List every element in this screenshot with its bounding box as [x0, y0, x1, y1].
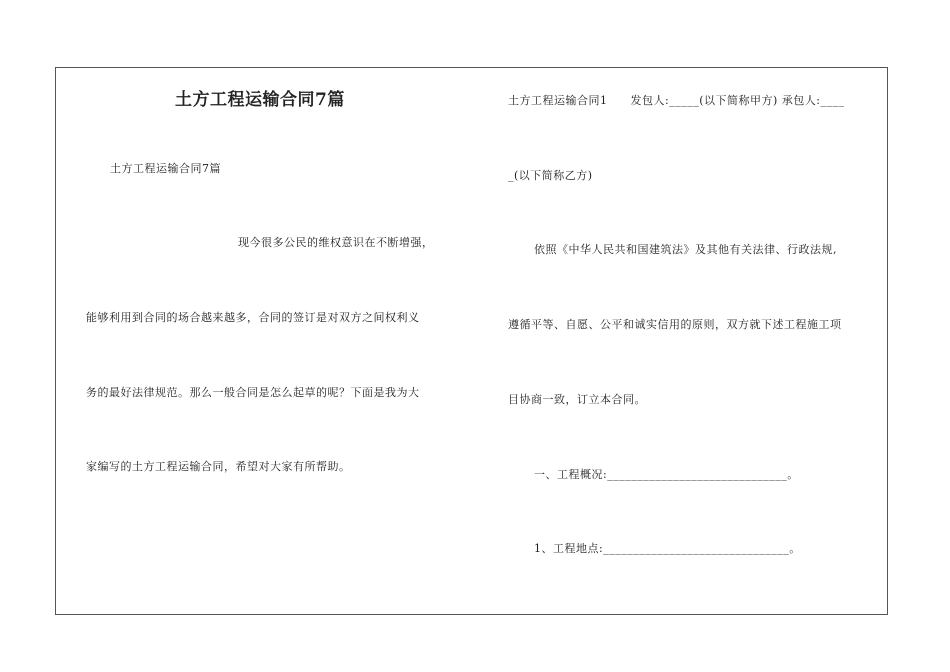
contract-heading-line: 土方工程运输合同1 发包人:_____(以下简称甲方) 承包人:____ — [508, 94, 845, 107]
contract-line: _(以下简称乙方) — [508, 169, 593, 182]
document-frame — [55, 67, 888, 615]
contract-line: 目协商一致，订立本合同。 — [508, 393, 646, 406]
document-subtitle: 土方工程运输合同7篇 — [110, 162, 221, 175]
paragraph-line: 务的最好法律规范。那么一般合同是怎么起草的呢？下面是我为大 — [86, 386, 420, 399]
contract-section-heading: 一、工程概况:______________________________。 — [534, 468, 799, 481]
contract-line: 依照《中华人民共和国建筑法》及其他有关法律、行政法规, — [534, 243, 837, 256]
document-title: 土方工程运输合同7篇 — [175, 90, 345, 110]
contract-line: 遵循平等、自愿、公平和诚实信用的原则，双方就下述工程施工项 — [508, 318, 842, 331]
paragraph-line: 能够利用到合同的场合越来越多，合同的签订是对双方之间权利义 — [86, 311, 420, 324]
paragraph-line: 现今很多公民的维权意识在不断增强， — [238, 236, 434, 249]
paragraph-line: 家编写的土方工程运输合同，希望对大家有所帮助。 — [86, 460, 351, 473]
contract-item: 1、工程地点:_______________________________。 — [534, 542, 801, 555]
